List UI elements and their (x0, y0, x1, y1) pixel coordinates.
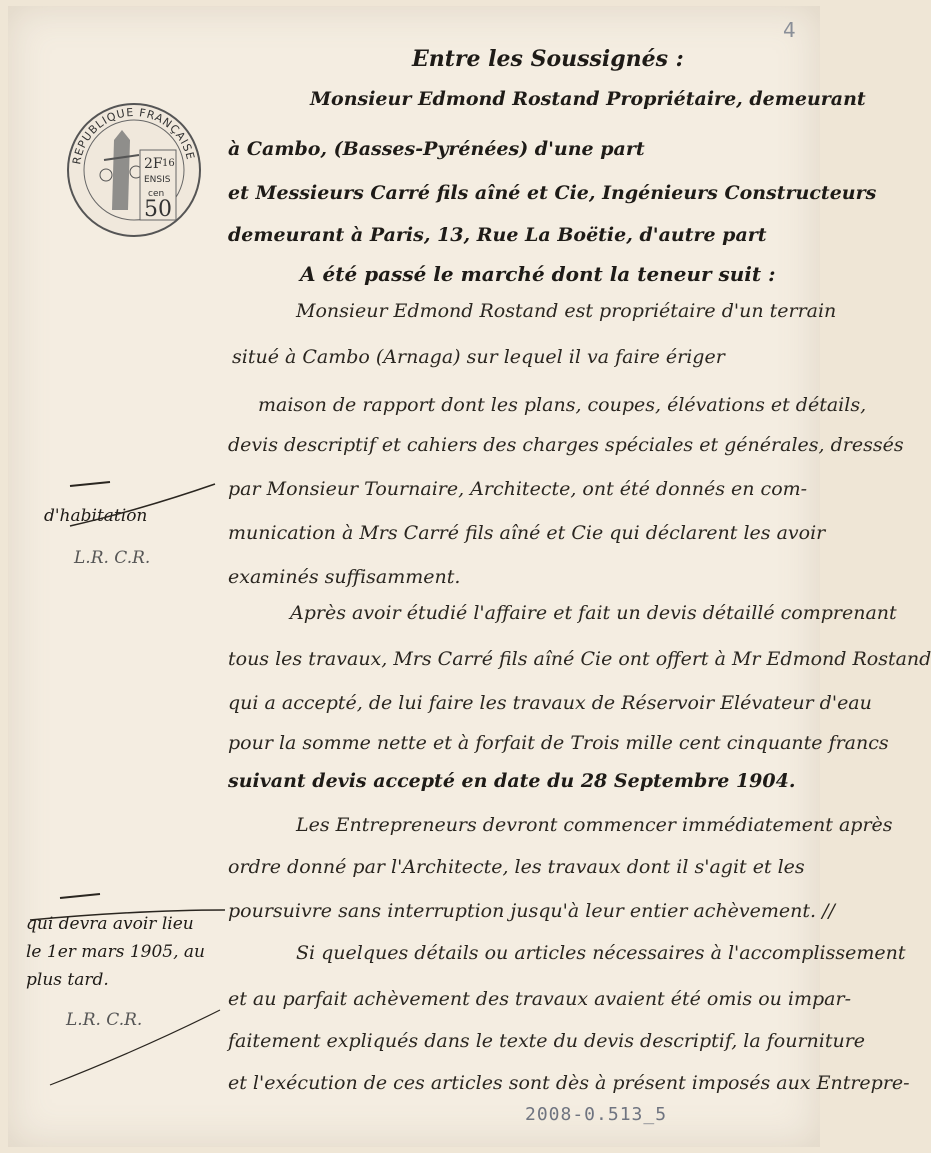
body-line-7: situé à Cambo (Arnaga) sur lequel il va faire ériger (232, 346, 725, 368)
margin-note-1-text: d'habitation (44, 506, 148, 526)
body-line-18: Les Entrepreneurs devront commencer immédiatement après (296, 814, 893, 836)
body-line-2: à Cambo, (Basses-Pyrénées) d'une part (228, 138, 645, 160)
body-line-19: ordre donné par l'Architecte, les travaux dont il s'agit et les (228, 856, 805, 878)
stamp-top-text: REPUBLIQUE FRANÇAISE (70, 105, 198, 166)
margin-note-1-initials: L.R. C.R. (74, 548, 151, 568)
archive-number: 2008-0.513_5 (525, 1104, 668, 1125)
margin-note-2-strokes (20, 880, 230, 1090)
margin-note-1-strokes (40, 470, 220, 580)
body-line-12: examinés suffisamment. (228, 566, 461, 588)
fiscal-stamp (64, 100, 204, 240)
body-line-8: maison de rapport dont les plans, coupes, élévations et détails, (258, 394, 867, 416)
margin-note-2-initials: L.R. C.R. (66, 1010, 143, 1030)
body-line-6: Monsieur Edmond Rostand est propriétaire d'un terrain (296, 300, 837, 322)
body-line-9: devis descriptif et cahiers des charges spéciales et générales, dressés (228, 434, 904, 456)
body-line-13: Après avoir étudié l'affaire et fait un devis détaillé comprenant (290, 602, 897, 624)
document-title: Entre les Soussignés : (412, 46, 684, 72)
body-line-10: par Monsieur Tournaire, Architecte, ont été donnés en com- (228, 478, 808, 500)
body-line-24: et l'exécution de ces articles sont dès à présent imposés aux Entrepre- (228, 1072, 910, 1094)
body-line-17: suivant devis accepté en date du 28 Septembre 1904. (228, 770, 796, 792)
stamp-value-3: 50 (144, 197, 172, 222)
stamp-value-1: 2F (144, 156, 163, 172)
body-line-3: et Messieurs Carré fils aîné et Cie, Ingénieurs Constructeurs (228, 182, 877, 204)
body-line-11: munication à Mrs Carré fils aîné et Cie qui déclarent les avoir (228, 522, 826, 544)
body-line-1: Monsieur Edmond Rostand Propriétaire, demeurant (310, 88, 866, 110)
body-line-5: A été passé le marché dont la teneur suit : (300, 262, 776, 286)
page-number: 4 (783, 18, 796, 42)
body-line-21: Si quelques détails ou articles nécessaires à l'accomplissement (296, 942, 906, 964)
body-line-23: faitement expliqués dans le texte du devis descriptif, la fourniture (228, 1030, 866, 1052)
stamp-value-2: 16 (162, 158, 175, 169)
stamp-label-2: cen (148, 189, 165, 199)
stamp-label-1: ENSIS (144, 175, 171, 185)
body-line-20: poursuivre sans interruption jusqu'à leur entier achèvement. // (228, 900, 835, 922)
body-line-14: tous les travaux, Mrs Carré fils aîné Cie ont offert à Mr Edmond Rostand (228, 648, 931, 670)
body-line-15: qui a accepté, de lui faire les travaux de Réservoir Elévateur d'eau (228, 692, 872, 714)
body-line-4: demeurant à Paris, 13, Rue La Boëtie, d'autre part (228, 224, 767, 246)
body-line-16: pour la somme nette et à forfait de Trois mille cent cinquante francs (228, 732, 889, 754)
margin-note-2-text: qui devra avoir lieu le 1er mars 1905, au plus tard. (26, 914, 205, 990)
body-line-22: et au parfait achèvement des travaux avaient été omis ou impar- (228, 988, 852, 1010)
